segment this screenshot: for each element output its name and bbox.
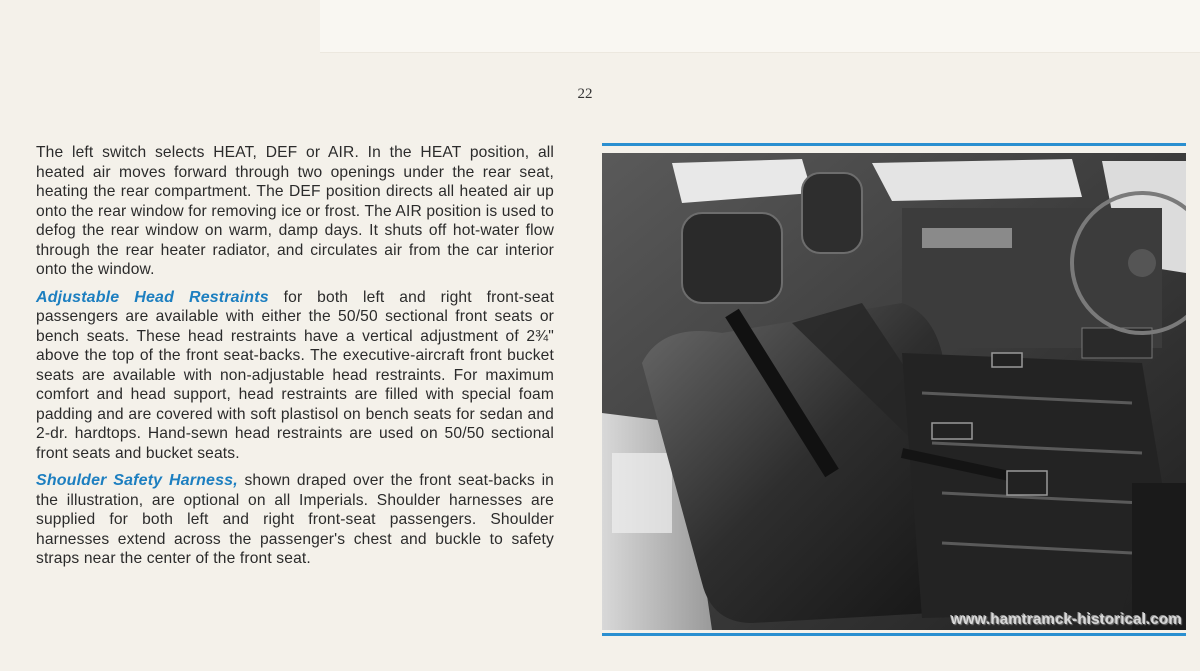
heading-head-restraints: Adjustable Head Restraints [36,288,269,306]
photo-frame [602,143,1186,636]
top-blue-rule [602,143,1186,146]
body-shoulder-harness: shown draped over the front seat-backs in the illustration, are optional on all Imperials. Shoulder harnesses are supplied for both left and right front-seat passengers. Shoulder harnesses extend across the passenger's chest and buckle to safety straps near the center of the front seat. [36,472,555,567]
watermark: www.hamtramck-historical.com [951,611,1182,628]
car-interior-photo [602,153,1186,630]
page-tab-edge [320,0,1200,53]
paragraph-head-restraints [36,288,554,464]
car-interior-illustration [602,153,1186,630]
bottom-blue-rule [602,633,1186,636]
paragraph-heater-switch: The left switch selects HEAT, DEF or AIR. In the HEAT position, all heated air moves forward through two openings under the rear seat, heating the rear compartment. The DEF position directs all heated air up onto the rear window for removing ice or frost. The AIR position is used to defog the rear window on warm, damp days. It shuts off hot-water flow through the rear heater radiator, and circulates air from the car interior onto the window. [36,144,555,278]
paragraph-shoulder-harness [36,471,554,569]
body-head-restraints: for both left and right front-seat passengers are available with either the 50/50 sectional front seats or bench seats. These head restraints have a vertical adjustment of 2¾" above the top of the front seat-backs. The executive-aircraft front bucket seats are available with non-adjustable head restraints. For maximum comfort and head support, head restraints are filled with special foam padding and are covered with soft plastisol on bench seats for sedan and 2-dr. hardtops. Hand-sewn head restraints are used on 50/50 sectional front seats and bucket seats. [36,288,554,462]
page-number: 22 [577,86,593,102]
heading-shoulder-harness: Shoulder Safety Harness, [36,472,238,489]
text-column [36,143,554,577]
